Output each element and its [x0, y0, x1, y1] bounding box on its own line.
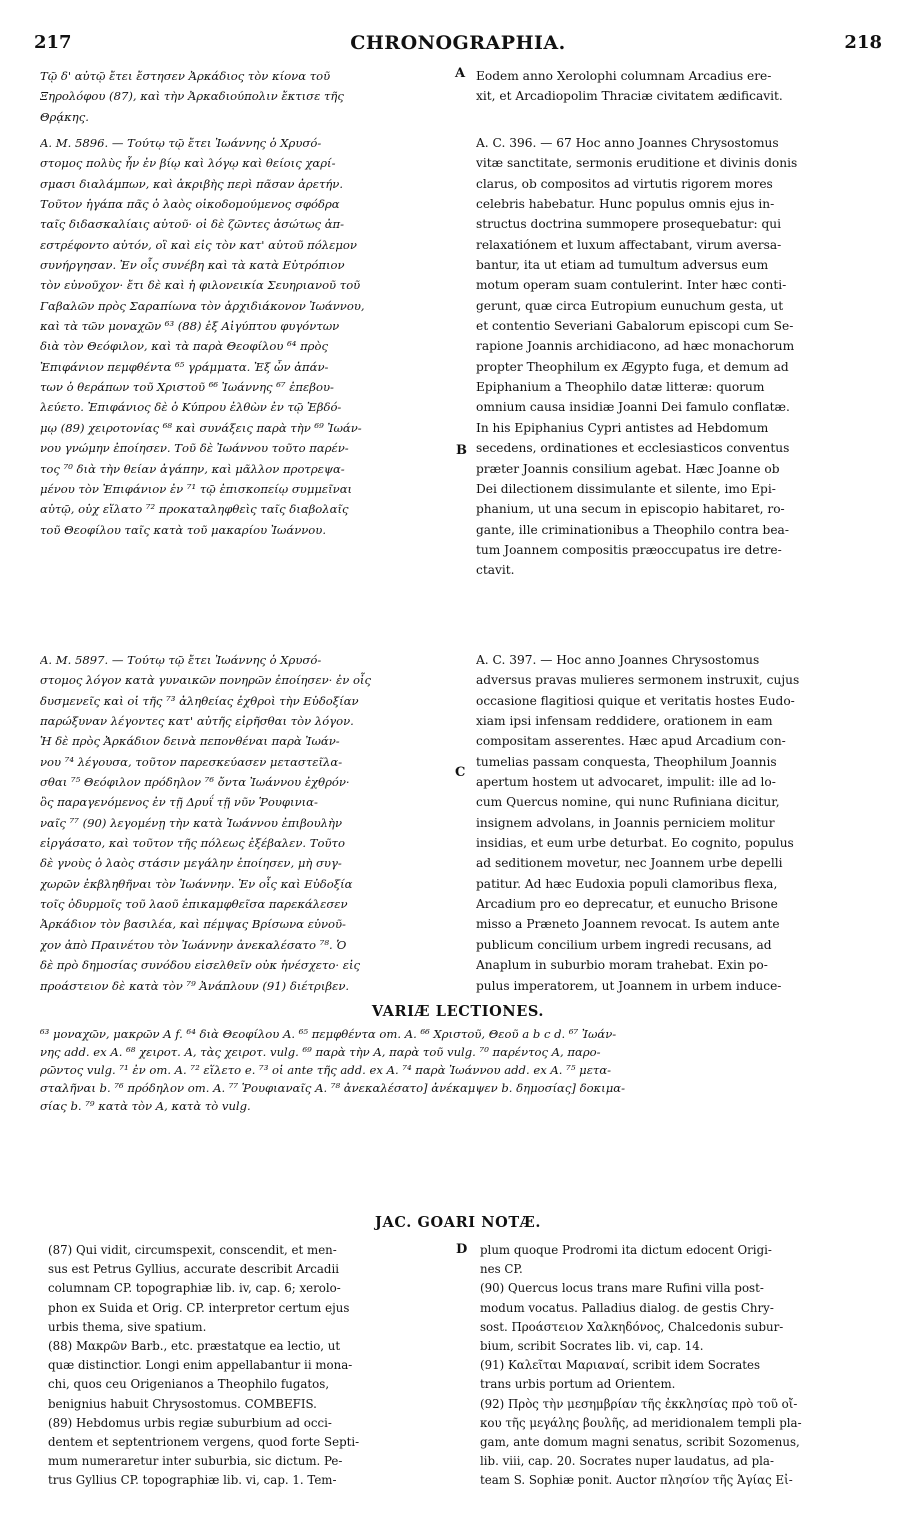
variant-reading-line: ρῶντος vulg. ⁷¹ ἐν om. A. ⁷² εἵλετο e. ⁷³ οἱ ante τῆς add. ex A. ⁷⁴ παρὰ Ἰωάννου add. ex A. ⁷⁵ μετα- — [40, 1063, 612, 1077]
greek-text-line: δὲ πρὸ δημοσίας συνόδου εἰσελθεῖν οὐκ ἠνέσχετο· εἰς — [40, 958, 361, 973]
note-text-line: κου τῆς μεγάλης βουλῆς, ad meridionalem templi pla- — [480, 1415, 802, 1430]
greek-text-line: ταῖς διδασκαλίαις αὐτοῦ· οἱ δὲ ζῶντες ἀσώτως ἀπ- — [40, 217, 345, 232]
greek-text-line: δυσμενεῖς καὶ οἱ τῆς ⁷³ ἀληθείας ἐχθροὶ τὴν Εὐδοξίαν — [40, 693, 359, 708]
greek-text-line: Ἀρκάδιον τὸν βασιλέα, καὶ πέμψας Βρίσωνα εὐνοῦ- — [40, 917, 346, 932]
greek-text-line: Γαβαλῶν πρὸς Σαραπίωνα τὸν ἀρχιδιάκονον Ἰωάννου, — [40, 298, 365, 313]
greek-text-line: Ἐπιφάνιον πεμφθέντα ⁶⁵ γράμματα. Ἐξ ὧν ἁπάν- — [40, 359, 329, 374]
latin-text-line: motum operam suam contulerint. Inter hæc conti- — [476, 278, 787, 293]
greek-text-line: σμασι διαλάμπων, καὶ ἀκριβὴς περὶ πᾶσαν ἀρετήν. — [40, 176, 344, 191]
latin-text-line: ctavit. — [476, 563, 515, 578]
latin-text-line: xiam ipsi infensam reddidere, orationem in eam — [476, 714, 773, 729]
greek-text-line: σθαι ⁷⁵ Θεόφιλον πρόδηλον ⁷⁶ ὄντα Ἰωάννου ἐχθρόν· — [40, 775, 350, 790]
greek-text-line: τὸν εὐνοῦχον· ἔτι δὲ καὶ ἡ φιλονεικία Σευηριανοῦ τοῦ — [40, 278, 361, 293]
greek-text-line: τοῖς ὀδυρμοῖς τοῦ λαοῦ ἐπικαμφθεῖσα παρεκάλεσεν — [40, 897, 348, 912]
greek-text-line: συνήργησαν. Ἐν οἷς συνέβη καὶ τὰ κατὰ Εὐτρόπιον — [40, 258, 345, 273]
latin-column-397 — [476, 650, 880, 996]
greek-text-line: τος ⁷⁰ διὰ τὴν θείαν ἀγάπην, καὶ μᾶλλον προτρεψα- — [40, 461, 345, 476]
note-text-line: (90) Quercus locus trans mare Rufini villa post- — [480, 1281, 764, 1296]
note-text-line: plum quoque Prodromi ita dictum edocent Origi- — [480, 1243, 772, 1257]
latin-text-line: et contentio Severiani Gabalorum episcopi cum Se- — [476, 319, 794, 334]
latin-text-line: pulus imperatorem, ut Joannem in urbem induce- — [476, 978, 782, 993]
latin-text-line: misso a Præneto Joannem revocat. Is autem ante — [476, 917, 780, 932]
note-text-line: team S. Sophiæ ponit. Auctor πλησίον τῆς Ἁγίας Εἰ- — [480, 1473, 793, 1488]
latin-text-line: cum Quercus nomine, qui nunc Rufiniana dicitur, — [476, 795, 780, 810]
note-text-line: sost. Προάστειον Χαλκηδόνος, Chalcedonis subur- — [480, 1319, 784, 1334]
note-text-line: trans urbis portum ad Orientem. — [480, 1377, 676, 1392]
note-text-line: sus est Petrus Gyllius, accurate describit Arcadii — [48, 1262, 340, 1277]
latin-text-line: gante, ille criminationibus a Theophilo contra bea- — [476, 522, 789, 537]
greek-text-line: μένου τὸν Ἐπιφάνιον ἐν ⁷¹ τῷ ἐπισκοπείῳ συμμεῖναι — [40, 481, 353, 496]
latin-column-396 — [476, 133, 880, 581]
latin-text-line: xit, et Arcadiopolim Thraciæ civitatem ædificavit. — [476, 89, 783, 104]
page-title: CHRONOGRAPHIA. — [350, 32, 566, 54]
note-text-line: (87) Qui vidit, circumspexit, conscendit, et men- — [48, 1243, 337, 1257]
note-text-line: quæ distinctior. Longi enim appellabantur ii mona- — [48, 1358, 353, 1373]
greek-text-line: χον ἀπὸ Πραινέτου τὸν Ἰωάννην ἀνεκαλέσατο ⁷⁸. Ὁ — [40, 937, 347, 952]
notes-right-column — [480, 1241, 880, 1491]
greek-text-line: αὐτῷ, οὐχ εἵλατο ⁷² προκαταληφθεὶς ταῖς διαβολαῖς — [40, 502, 349, 517]
note-text-line: (91) Καλεῖται Μαριαναί, scribit idem Socrates — [480, 1358, 761, 1373]
greek-text-line: χωρῶν ἐκβληθῆναι τὸν Ἰωάννην. Ἐν οἷς καὶ Εὐδοξία — [40, 876, 353, 891]
latin-text-line: rapione Joannis archidiacono, ad hæc monachorum — [476, 339, 795, 354]
latin-text-line: relaxatiónem et luxum affectabant, virum aversa- — [476, 237, 782, 252]
greek-text-line: εἰργάσατο, καὶ τοῦτον τῆς πόλεως ἐξέβαλεν. Τοῦτο — [40, 836, 345, 851]
greek-text-line: παρώξυναν λέγοντες κατ' αὐτῆς εἰρῆσθαι τὸν λόγον. — [40, 714, 354, 729]
latin-text-line: Arcadium pro eo deprecatur, et eunucho Brisone — [476, 897, 778, 912]
right-page-number: 218 — [844, 32, 882, 53]
greek-text-line: νου ⁷⁴ λέγουσα, τοῦτον παρεσκεύασεν μεταστεῖλα- — [40, 754, 343, 769]
running-header — [34, 32, 882, 56]
greek-text-line: των ὁ θεράπων τοῦ Χριστοῦ ⁶⁶ Ἰωάννης ⁶⁷ ἐπεβου- — [40, 380, 334, 395]
latin-text-line: A. C. 397. — Hoc anno Joannes Chrysostomus — [476, 653, 760, 667]
note-text-line: urbis thema, sive spatium. — [48, 1319, 207, 1334]
note-text-line: gam, ante domum magni senatus, scribit Sozomenus, — [480, 1435, 800, 1450]
margin-letter-c: C — [455, 765, 466, 780]
latin-text-line: ad seditionem movetur, nec Joannem urbe depelli — [476, 856, 783, 871]
greek-text-line: δὲ γνοὺς ὁ λαὸς στάσιν μεγάλην ἐποίησεν, μὴ συγ- — [40, 856, 342, 871]
greek-text-line: στομος λόγον κατὰ γυναικῶν πονηρῶν ἐποίησεν· ἐν οἷς — [40, 673, 371, 688]
latin-text-line: Dei dilectionem dissimulante et silente, imo Epi- — [476, 481, 776, 496]
greek-text-line: μῳ (89) χειροτονίας ⁶⁸ καὶ συνάξεις παρὰ τὴν ⁶⁹ Ἰωάν- — [40, 420, 362, 435]
notes-title: JAC. GOARI NOTÆ. — [375, 1214, 541, 1231]
greek-text-line: Α. Μ. 5896. — Τούτῳ τῷ ἔτει Ἰωάννης ὁ Χρυσό- — [40, 136, 322, 150]
latin-text-line: A. C. 396. — 67 Hoc anno Joannes Chrysostomus — [476, 136, 779, 150]
note-text-line: (92) Πρὸς τὴν μεσημβρίαν τῆς ἐκκλησίας πρὸ τοῦ οἴ- — [480, 1396, 798, 1411]
latin-text-line: patitur. Ad hæc Eudoxia populi clamoribus flexa, — [476, 876, 778, 891]
latin-text-line: insidias, et eum urbe deturbat. Eo cognito, populus — [476, 836, 794, 851]
latin-text-line: propter Theophilum ex Ægypto fuga, et demum ad — [476, 359, 789, 374]
greek-text-line: Τῷ δ' αὐτῷ ἔτει ἔστησεν Ἀρκάδιος τὸν κίονα τοῦ — [40, 69, 331, 83]
latin-text-line: adversus pravas mulieres sermonem instruxit, cujus — [476, 673, 800, 688]
greek-text-line: Α. Μ. 5897. — Τούτῳ τῷ ἔτει Ἰωάννης ὁ Χρυσό- — [40, 653, 322, 667]
note-text-line: modum vocatus. Palladius dialog. de gestis Chry- — [480, 1300, 774, 1315]
greek-text-line: Τοῦτον ἠγάπα πᾶς ὁ λαὸς οἰκοδομούμενος σφόδρα — [40, 197, 340, 212]
latin-text-line: clarus, ob compositos ad virtutis rigorem mores — [476, 176, 773, 191]
greek-column-top — [40, 66, 458, 127]
greek-text-line: προάστειον δὲ κατὰ τὸν ⁷⁹ Ἀνάπλουν (91) διέτριβεν. — [40, 978, 350, 993]
variant-reading-line: σίας b. ⁷⁹ κατὰ τὸν A, κατὰ τὸ vulg. — [40, 1099, 251, 1113]
latin-text-line: gerunt, quæ circa Eutropium eunuchum gesta, ut — [476, 298, 784, 313]
latin-text-line: Eodem anno Xerolophi columnam Arcadius ere- — [476, 69, 772, 83]
greek-text-line: εστρέφοντο αὐτόν, οἳ καὶ εἰς τὸν κατ' αὐτοῦ πόλεμον — [40, 237, 357, 252]
latin-text-line: apertum hostem ut advocaret, impulit: ille ad lo- — [476, 775, 776, 790]
latin-text-line: secedens, ordinationes et ecclesiasticos conventus — [476, 441, 790, 456]
latin-text-line: compositam asserentes. Hæc apud Arcadium con- — [476, 734, 786, 749]
variae-lectiones-title: VARIÆ LECTIONES. — [371, 1003, 545, 1020]
latin-text-line: Anaplum in suburbio moram trahebat. Exin po- — [476, 958, 768, 973]
note-text-line: chi, quos ceu Origenianos a Theophilo fugatos, — [48, 1377, 330, 1392]
latin-column-top — [476, 66, 880, 107]
latin-text-line: insignem advolans, in Joannis perniciem molitur — [476, 815, 775, 830]
latin-text-line: tum Joannem compositis præoccupatus ire detre- — [476, 542, 782, 557]
notes-left-column — [48, 1241, 458, 1491]
greek-text-line: ναῖς ⁷⁷ (90) λεγομένῃ τὴν κατὰ Ἰωάννου ἐπιβουλὴν — [40, 815, 343, 830]
greek-text-line: ὃς παραγενόμενος ἐν τῇ Δρυΐ τῇ νῦν Ῥουφινια- — [40, 795, 318, 810]
latin-text-line: In his Epiphanius Cypri antistes ad Hebdomum — [476, 420, 769, 435]
latin-text-line: occasione flagitiosi quique et veritatis hostes Eudo- — [476, 693, 795, 708]
latin-text-line: omnium causa insidiæ Joanni Dei famulo conflatæ. — [476, 400, 790, 415]
latin-text-line: bantur, ita ut etiam ad tumultum adversus eum — [476, 258, 769, 273]
latin-text-line: publicum concilium urbem ingredi recusans, ad — [476, 937, 772, 952]
latin-text-line: tumelias passam conquesta, Theophilum Joannis — [476, 754, 777, 769]
note-text-line: columnam CP. topographiæ lib. iv, cap. 6; xerolo- — [48, 1281, 341, 1296]
margin-letter-d: D — [456, 1242, 468, 1257]
greek-text-line: στομος πολὺς ἦν ἐν βίῳ καὶ λόγῳ καὶ θείοις χαρί- — [40, 156, 336, 171]
note-text-line: (88) Μακρῶν Barb., etc. præstatque ea lectio, ut — [48, 1339, 341, 1354]
greek-text-line: Ξηρολόφου (87), καὶ τὴν Ἀρκαδιούπολιν ἔκτισε τῆς — [40, 89, 344, 104]
note-text-line: benignius habuit Chrysostomus. COMBEFIS. — [48, 1396, 317, 1411]
variant-reading-line: σταλῆναι b. ⁷⁶ πρόδηλον om. A. ⁷⁷ Ῥουφιαναῖς A. ⁷⁸ ἀνεκαλέσατο] ἀνέκαμψεν b. δημοσίας] δοκιμα- — [40, 1081, 625, 1095]
margin-letter-b: B — [456, 443, 467, 458]
note-text-line: trus Gyllius CP. topographiæ lib. vi, cap. 1. Tem- — [48, 1473, 337, 1488]
greek-text-line: τοῦ Θεοφίλου ταῖς κατὰ τοῦ μακαρίου Ἰωάννου. — [40, 522, 327, 537]
note-text-line: mum numeraretur inter suburbia, sic dictum. Pe- — [48, 1454, 343, 1469]
margin-letter-a: A — [455, 66, 466, 81]
greek-text-line: Θρᾴκης. — [40, 109, 89, 124]
latin-text-line: vitæ sanctitate, sermonis eruditione et divinis donis — [476, 156, 798, 171]
latin-text-line: præter Joannis consilium agebat. Hæc Joanne ob — [476, 461, 780, 476]
note-text-line: nes CP. — [480, 1262, 523, 1277]
variant-reading-line: ⁶³ μοναχῶν, μακρῶν A f. ⁶⁴ διὰ Θεοφίλου A. ⁶⁵ πεμφθέντα om. A. ⁶⁶ Χριστοῦ, Θεοῦ a b c d. ⁶⁷ Ἰωάν- — [40, 1027, 617, 1041]
note-text-line: dentem et septentrionem vergens, quod forte Septi- — [48, 1435, 360, 1450]
greek-text-line: Ἡ δὲ πρὸς Ἀρκάδιον δεινὰ πεπονθέναι παρὰ Ἰωάν- — [40, 734, 340, 749]
note-text-line: bium, scribit Socrates lib. vi, cap. 14. — [480, 1339, 704, 1354]
greek-column-5896 — [40, 133, 458, 540]
variae-lectiones — [40, 1025, 880, 1115]
latin-text-line: celebris habebatur. Hunc populus omnis ejus in- — [476, 197, 775, 212]
greek-column-5897 — [40, 650, 458, 996]
left-page-number: 217 — [34, 32, 72, 53]
latin-text-line: phanium, ut una secum in episcopio habitaret, ro- — [476, 502, 785, 517]
greek-text-line: λεύετο. Ἐπιφάνιος δὲ ὁ Κύπρου ἐλθὼν ἐν τῷ Ἑβδό- — [40, 400, 342, 415]
variant-reading-line: νης add. ex A. ⁶⁸ χειροτ. A, τὰς χειροτ. vulg. ⁶⁹ παρὰ τὴν A, παρὰ τοῦ vulg. ⁷⁰ παρέντος A, παρο- — [40, 1045, 601, 1059]
note-text-line: phon ex Suida et Orig. CP. interpretor certum ejus — [48, 1300, 350, 1315]
latin-text-line: structus doctrina summopere prosequebatur: qui — [476, 217, 782, 232]
note-text-line: (89) Hebdomus urbis regiæ suburbium ad occi- — [48, 1415, 332, 1430]
greek-text-line: καὶ τὰ τῶν μοναχῶν ⁶³ (88) ἐξ Αἰγύπτου φυγόντων — [40, 319, 340, 334]
greek-text-line: νου γνώμην ἐποίησεν. Τοῦ δὲ Ἰωάννου τοῦτο παρέν- — [40, 441, 349, 456]
greek-text-line: διὰ τὸν Θεόφιλον, καὶ τὰ παρὰ Θεοφίλου ⁶⁴ πρὸς — [40, 339, 328, 354]
note-text-line: lib. viii, cap. 20. Socrates nuper laudatus, ad pla- — [480, 1454, 774, 1469]
latin-text-line: Epiphanium a Theophilo datæ litteræ: quorum — [476, 380, 765, 395]
